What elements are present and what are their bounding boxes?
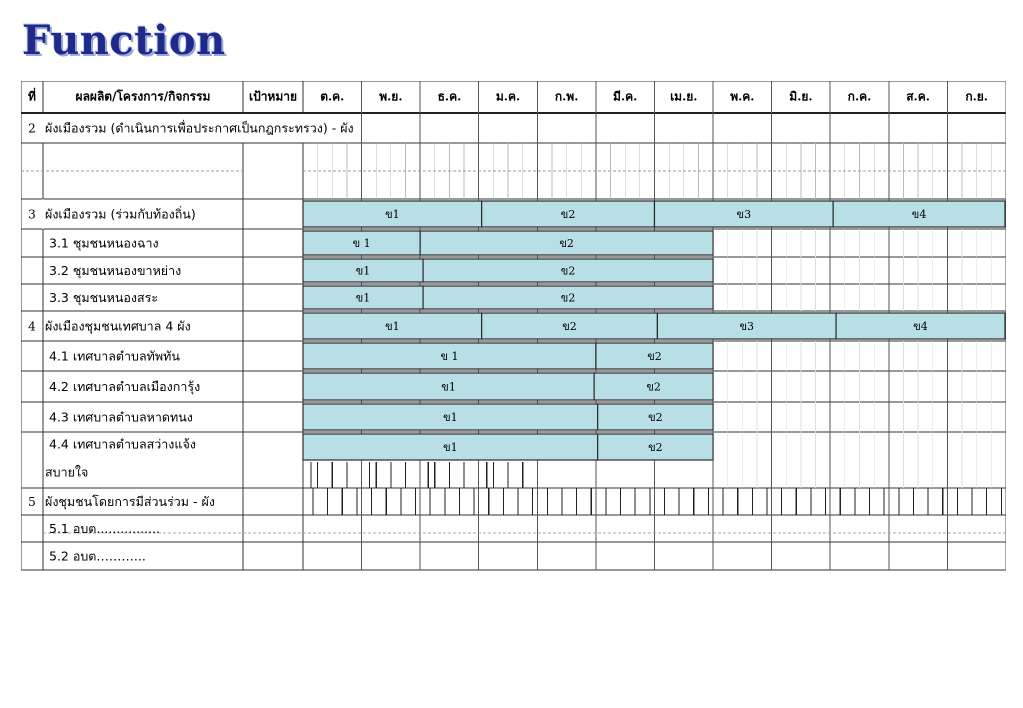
item-4.4-bar-label: ข2 [648, 441, 663, 454]
header-month: ก.ย. [965, 89, 988, 104]
item-4.4-bar-2 [598, 434, 713, 460]
item-label: 3.2 ชุมชนหนองขาหย่าง [49, 263, 182, 278]
slide-title: Function [22, 17, 226, 64]
section-label: ผังชุมชนโดยการมีส่วนร่วม - ผัง [45, 494, 215, 509]
section-3-bar-label: ข4 [911, 208, 927, 221]
item-4.1-bar-2 [596, 343, 713, 369]
item-4.1-bar-label: ข2 [647, 350, 662, 363]
section-3-bar-2 [482, 201, 655, 227]
section-3-bar-4 [833, 201, 1005, 227]
item-4.1-bar-label: ข 1 [440, 350, 459, 363]
header-month: ต.ค. [320, 89, 345, 104]
item-4.2-bar-2 [594, 373, 713, 400]
item-label: 4.4 เทศบาลตำบลสว่างแจ้ง [49, 436, 196, 452]
item-label-cont: สบายใจ [45, 464, 89, 480]
item-3.2-bar-label: ข2 [560, 264, 576, 278]
section-4-bar-2 [482, 313, 658, 339]
item-4.4-bar-label: ข1 [443, 441, 458, 454]
item-3.3-bar-label: ข2 [560, 291, 576, 305]
header-month: พ.ย. [379, 89, 403, 104]
item-4.3-bar-label: ข2 [648, 411, 663, 424]
item-3.2-bar-1 [303, 259, 423, 282]
item-4.1-bar-1 [303, 343, 596, 369]
item-3.1-bar-label: ข2 [559, 237, 574, 250]
section-4-bar-1 [303, 313, 482, 339]
section-3-bar-1 [303, 201, 482, 227]
schedule-bars [303, 201, 1005, 460]
header-month: เม.ย. [670, 89, 698, 104]
section-4-bar-label: ข3 [739, 320, 755, 333]
item-label: 4.1 เทศบาลตำบลทัพทัน [49, 348, 180, 364]
section-4-bar-label: ข1 [385, 320, 400, 333]
item-3.1-bar-label: ข 1 [352, 237, 371, 250]
item-label: 5.1 อบต................ [49, 521, 160, 536]
section-3-bar-label: ข3 [736, 208, 752, 221]
header-month: ธ.ค. [437, 89, 462, 104]
item-4.4-bar-1 [303, 434, 598, 460]
header-output: ผลผลิต/โครงการ/กิจกรรม [75, 89, 211, 104]
item-4.3-bar-label: ข1 [443, 411, 458, 424]
section-4-bar-label: ข4 [913, 320, 928, 333]
section-4-bar-3 [657, 313, 836, 339]
section-number: 5 [28, 495, 36, 509]
item-3.3-bar-1 [303, 286, 423, 309]
section-label: ผังเมืองรวม (ร่วมกับท้องถิ่น) [45, 206, 196, 222]
item-3.2-bar-label: ข1 [355, 264, 371, 278]
item-4.3-bar-1 [303, 404, 598, 430]
section-3-bar-label: ข2 [560, 208, 576, 221]
header-month: ก.พ. [554, 89, 579, 104]
section-number: 3 [28, 207, 36, 222]
section-label: ผังเมืองชุมชนเทศบาล 4 ผัง [45, 318, 191, 334]
header-month: พ.ค. [730, 89, 755, 104]
item-4.3-bar-2 [598, 404, 713, 430]
item-3.3-bar-label: ข1 [355, 291, 371, 305]
item-4.2-bar-1 [303, 373, 594, 400]
item-label: 4.3 เทศบาลตำบลหาดทนง [49, 409, 193, 425]
item-3.1-bar-1 [303, 231, 420, 255]
section-3-bar-3 [654, 201, 833, 227]
section-4-bar-label: ข2 [562, 320, 577, 333]
header-no: ที่ [28, 89, 36, 104]
item-3.2-bar-2 [423, 259, 713, 282]
item-label: 5.2 อบต………... [49, 548, 146, 564]
section-label: ผังเมืองรวม (ดำเนินการเพื่อประกาศเป็นกฎกระทรวง) - ผัง [45, 120, 354, 136]
header-month: มี.ค. [613, 89, 638, 104]
item-label: 3.3 ชุมชนหนองสระ [49, 290, 159, 305]
section-4-bar-4 [836, 313, 1005, 339]
header-month: มิ.ย. [789, 89, 813, 104]
item-4.2-bar-label: ข1 [441, 380, 456, 394]
schedule-table [21, 81, 1006, 571]
item-3.1-bar-2 [420, 231, 713, 255]
item-label: 3.1 ชุมชนหนองฉาง [49, 235, 159, 251]
section-3-bar-label: ข1 [385, 208, 400, 221]
header-month: ส.ค. [906, 89, 930, 104]
header-month: ม.ค. [495, 89, 521, 104]
section-number: 2 [28, 121, 36, 136]
section-number: 4 [28, 319, 36, 334]
header-month: ก.ค. [847, 89, 872, 104]
header-target: เป้าหมาย [248, 89, 298, 104]
item-4.2-bar-label: ข2 [646, 380, 661, 394]
item-3.3-bar-2 [423, 286, 713, 309]
item-label: 4.2 เทศบาลตำบลเมืองการุ้ง [49, 379, 201, 394]
